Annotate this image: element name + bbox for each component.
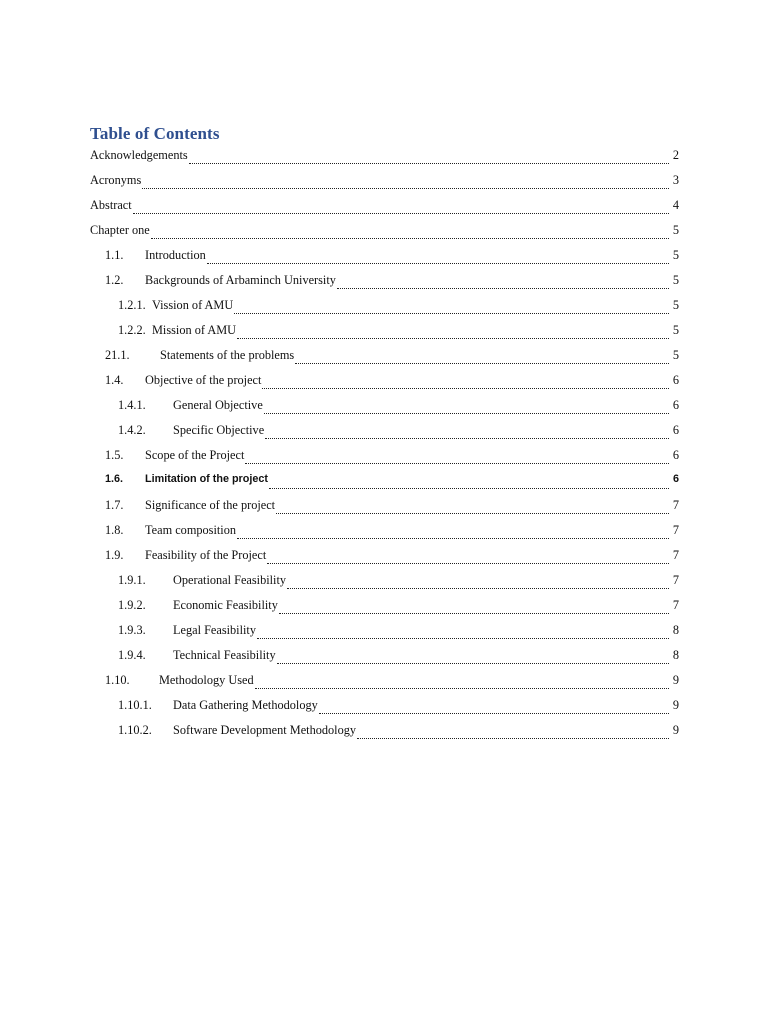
- toc-entry[interactable]: [105, 548, 679, 568]
- dot-leader: [276, 513, 669, 514]
- toc-entry-number: 1.8.: [105, 523, 124, 537]
- dot-leader: [357, 738, 669, 739]
- toc-entry-page: 7: [672, 498, 679, 512]
- toc-entry[interactable]: [118, 723, 679, 743]
- toc-entry-page: 6: [672, 373, 679, 387]
- toc-entry-page: 9: [672, 723, 679, 737]
- toc-entry-page: 6: [672, 448, 679, 462]
- toc-entry-text: Economic Feasibility: [173, 598, 278, 612]
- dot-leader: [264, 413, 669, 414]
- toc-entry-text: Technical Feasibility: [173, 648, 276, 662]
- toc-entry-number: 1.7.: [105, 498, 124, 512]
- toc-entry[interactable]: [105, 273, 679, 293]
- toc-entry-number: 1.9.3.: [118, 623, 146, 637]
- toc-entry[interactable]: [105, 448, 679, 468]
- dot-leader: [207, 263, 669, 264]
- toc-entry[interactable]: [118, 398, 679, 418]
- dot-leader: [265, 438, 669, 439]
- dot-leader: [337, 288, 669, 289]
- toc-entry[interactable]: [118, 573, 679, 593]
- toc-entry-text: Operational Feasibility: [173, 573, 287, 587]
- toc-entry[interactable]: [105, 673, 679, 693]
- dot-leader: [245, 463, 669, 464]
- toc-entry-text: Introduction: [145, 248, 206, 262]
- dot-leader: [189, 163, 669, 164]
- dot-leader: [277, 663, 669, 664]
- dot-leader: [319, 713, 669, 714]
- toc-entry-text: Methodology Used: [159, 673, 254, 687]
- toc-entry-number: 1.9.1.: [118, 573, 146, 587]
- toc-entry[interactable]: [105, 473, 679, 493]
- dot-leader: [295, 363, 669, 364]
- toc-entry-text: Objective of the project: [145, 373, 262, 387]
- toc-entry-page: 5: [672, 298, 679, 312]
- toc-entry-page: 5: [672, 348, 679, 362]
- toc-entry-number: 1.1.: [105, 248, 124, 262]
- toc-entry-text: Legal Feasibility: [173, 623, 256, 637]
- toc-entry-text: Acronyms: [90, 173, 142, 187]
- toc-entry-number: 1.9.4.: [118, 648, 146, 662]
- toc-entry-text: Specific Objective: [173, 423, 265, 437]
- toc-entry-page: 5: [672, 323, 679, 337]
- toc-entry-number: 1.9.2.: [118, 598, 146, 612]
- toc-entry-page: 4: [672, 198, 679, 212]
- toc-entry-number: 1.2.1.: [118, 298, 146, 312]
- toc-entry-page: 5: [672, 248, 679, 262]
- dot-leader: [279, 613, 669, 614]
- toc-entry-page: 6: [672, 473, 679, 485]
- toc-entry-number: 1.4.: [105, 373, 124, 387]
- toc-entry-page: 7: [672, 573, 679, 587]
- toc-entry-number: 1.9.: [105, 548, 124, 562]
- toc-entry[interactable]: [90, 198, 679, 218]
- toc-entry-number: 1.2.: [105, 273, 124, 287]
- toc-entry[interactable]: [105, 373, 679, 393]
- toc-entry-number: 1.6.: [105, 473, 124, 485]
- toc-entry-text: Data Gathering Methodology: [173, 698, 318, 712]
- toc-entry-number: 1.2.2.: [118, 323, 146, 337]
- toc-entry-page: 7: [672, 598, 679, 612]
- toc-entry[interactable]: [105, 523, 679, 543]
- toc-entry[interactable]: [118, 623, 679, 643]
- toc-entry-page: 5: [672, 223, 679, 237]
- toc-title: Table of Contents: [90, 124, 220, 143]
- toc-entry-page: 2: [672, 148, 679, 162]
- toc-entry-page: 6: [672, 398, 679, 412]
- toc-entry[interactable]: [105, 248, 679, 268]
- toc-entry-text: Statements of the problems: [160, 348, 295, 362]
- dot-leader: [237, 338, 669, 339]
- toc-entry-text: Acknowledgements: [90, 148, 188, 162]
- toc-entry[interactable]: [118, 298, 679, 318]
- toc-entry-page: 3: [672, 173, 679, 187]
- toc-entry-number: 1.5.: [105, 448, 124, 462]
- toc-entry-number: 1.10.: [105, 673, 130, 687]
- toc-entry-page: 8: [672, 623, 679, 637]
- dot-leader: [287, 588, 669, 589]
- toc-entry[interactable]: [90, 173, 679, 193]
- toc-entry-page: 7: [672, 548, 679, 562]
- dot-leader: [262, 388, 669, 389]
- toc-entry-page: 6: [672, 423, 679, 437]
- toc-entry-text: Mission of AMU: [152, 323, 237, 337]
- toc-entry-text: Chapter one: [90, 223, 150, 237]
- toc-entry[interactable]: [118, 698, 679, 718]
- toc-entry-number: 1.4.1.: [118, 398, 146, 412]
- dot-leader: [255, 688, 669, 689]
- toc-entry-text: Significance of the project: [145, 498, 276, 512]
- toc-entry-text: Limitation of the project: [145, 473, 268, 485]
- toc-entry[interactable]: [105, 498, 679, 518]
- toc-entry[interactable]: [118, 423, 679, 443]
- toc-entry-page: 7: [672, 523, 679, 537]
- dot-leader: [142, 188, 669, 189]
- toc-entry-page: 8: [672, 648, 679, 662]
- toc-entry-text: Team composition: [145, 523, 237, 537]
- dot-leader: [237, 538, 669, 539]
- toc-entry[interactable]: [118, 598, 679, 618]
- toc-entry-page: 9: [672, 673, 679, 687]
- toc-entry-text: Scope of the Project: [145, 448, 245, 462]
- dot-leader: [234, 313, 669, 314]
- toc-entry[interactable]: [90, 148, 679, 168]
- toc-entry[interactable]: [118, 323, 679, 343]
- toc-entry-text: Software Development Methodology: [173, 723, 357, 737]
- toc-entry[interactable]: [90, 223, 679, 243]
- dot-leader: [151, 238, 669, 239]
- toc-entry-number: 1.10.1.: [118, 698, 152, 712]
- toc-entry-text: Abstract: [90, 198, 132, 212]
- toc-entry[interactable]: [118, 648, 679, 668]
- toc-entry[interactable]: [105, 348, 679, 368]
- dot-leader: [269, 488, 669, 489]
- toc-entry-text: Feasibility of the Project: [145, 548, 267, 562]
- toc-entry-text: General Objective: [173, 398, 263, 412]
- toc-entry-number: 21.1.: [105, 348, 130, 362]
- dot-leader: [257, 638, 669, 639]
- toc-entry-page: 5: [672, 273, 679, 287]
- dot-leader: [267, 563, 669, 564]
- toc-entry-page: 9: [672, 698, 679, 712]
- toc-entry-text: Backgrounds of Arbaminch University: [145, 273, 336, 287]
- toc-entry-text: Vission of AMU: [152, 298, 234, 312]
- toc-entry-number: 1.4.2.: [118, 423, 146, 437]
- toc-entry-number: 1.10.2.: [118, 723, 152, 737]
- dot-leader: [133, 213, 669, 214]
